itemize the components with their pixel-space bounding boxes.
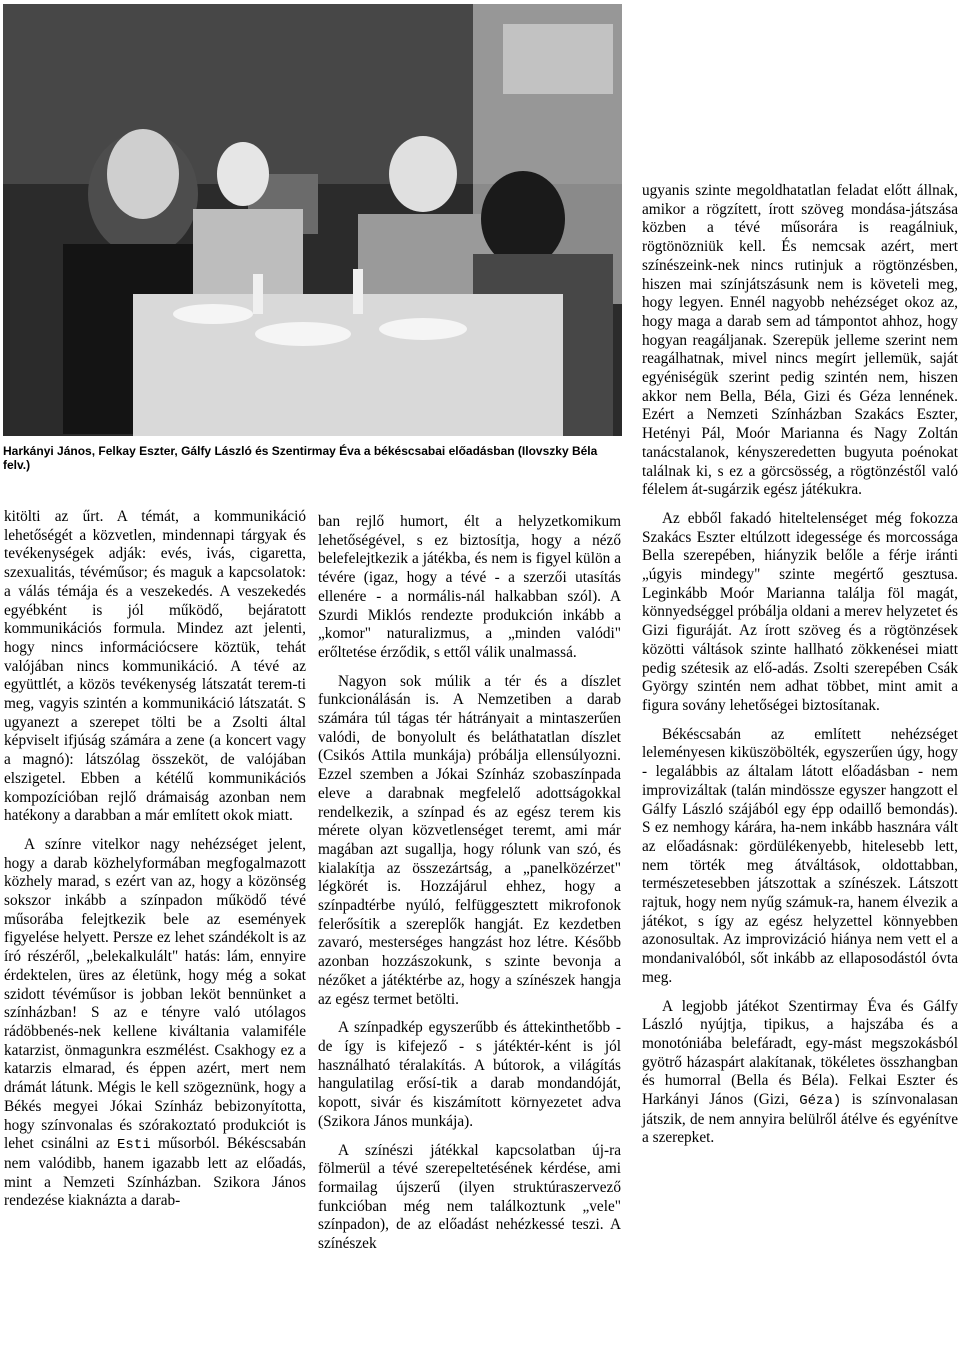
- paragraph-text: is színvonalasan játszik, de nem annyira belülről átélve és egyénítve a szerepket.: [642, 1091, 958, 1147]
- article-column-3: [642, 182, 958, 1148]
- paragraph: Nagyon sok múlik a tér és a díszlet funkcionálásán is. A Nemzetiben a darab számára túl tágas tér hátrányait a mintaszerűen valódi, de bonyolult és beláthatatlan díszlet (Csikós Attila munkája) próbálja ellensúlyozni. Ezzel szemben a Jókai Színház szobaszínpada eleve a darabnak megfelelő adottságokkal rendelkezik, a színpad és az egész terem kis mérete olyan közvetlenséget teremt, ami már magában azt sugallja, hogy rólunk van szó, és kialakítja az összezártság, a „panelközérzet" légkörét is. Hozzájárul ehhez, hogy a színpadtérbe nyúló, felfüggesztett mikrofonok felerősítik a szereplők hangját. Ez kezdetben zavaró, mesterséges hangzást hoz létre. Később azonban hozzászokunk, s szinte bevonja a nézőket a játéktérbe az, hogy a színészek hangja az egész termet betölti.: [318, 672, 621, 1008]
- paragraph-text: A színre vitelkor nagy nehézséget jelent, hogy a darab közhelyformában megfogalmazott közhely marad, s ezért van az, hogy a közönség sokszor inkább a színpadon működő tévé műsorába felejtkezik bele az események figyelése helyett. Persze ez lehet szándékolt is az író részéről, „belekalkulált" hatás: lám, ennyire érdektelen, üres az életünk, hogy még a sokat szidott tévéműsor is jobban leköt bennünket a színházban! S az e tényre való utólagos rádöbbenés-nek kellene kiváltania valamiféle katarzist, önmagunkra eszmélést. Csakhogy ez a katarzis elmarad, és éppen azért, mert nem drámát látunk. Mégis le kell szögeznünk, hogy a Békés megyei Jókai Színház bebizonyította, hogy színvonalas és szórakoztató produkciót is lehet csinálni az: [4, 835, 306, 1153]
- photo-caption: Harkányi János, Felkay Eszter, Gálfy László és Szentirmay Éva a békéscsabai előadásban (Ilovszky Béla felv.): [3, 444, 598, 472]
- paragraph: ban rejlő humort, élt a helyzetkomikum lehetőségével, s ez biztosítja, hogy a néző belefelejtkezik a játékba, és nem is figyel külön a tévére (igaz, hogy a tévé - a szerzői utasítás ellenére - a normális-nál halkabban szól). A Szurdi Miklós rendezte produkción inkább a „komor" naturalizmus, a „minden valódi" erőltetése érződik, s ettől válik unalmassá.: [318, 513, 621, 661]
- name-geza: Géza): [799, 1093, 842, 1110]
- paragraph: kitölti az űrt. A témát, a kommunikáció lehetőségét a közvetlen, mindennapi tárgyak és tevékenységek adják: evés, ivás, cigaretta, szexualitás, tévéműsor; és maguk a kapcsolatok: a válás témája és a veszekedés. A veszekedés egyébként is jól működő, bejáratott kommunikációs formula. Mindez azt jelenti, hogy nincs információcsere köztük, tehát valójában nincs kommunikáció. A tévé az együttlét, a közös tevékenység látszatát terem-ti meg, vagyis szintén a kommunikáció látszatát. S ugyanezt a szerepet tölti be a Zsolti által képviselt ifjúság számára a zene (a koncert vagy a magnó): látszólag összeköt, de valójában elszigetel. Ebben a kétélű kommunikációs kompozícióban rejlő drámaiság azonban nem hatékony a darabban a már említett okok miatt.: [4, 508, 306, 825]
- paragraph-text: A legjobb játékot Szentirmay Éva és Gálfy László nyújtja, tipikus, a hajszába és a monotóniába belefáradt, egy-mást megszokásból gyötrő házaspárt alakítanak, tökéletes összhangban és humorral (Bella és Béla). Felkai Eszter és Harkányi János (Gizi,: [642, 997, 958, 1109]
- paragraph: [4, 836, 306, 1211]
- paragraph: A színészi játékkal kapcsolatban új-ra fölmerül a tévé szerepeltetésének kérdése, ami formailag újszerű (ilyen struktúraszervező funkcióban még nem találkoztunk „vele" színpadon), de az előadást nehézkessé teszi. A színészek: [318, 1141, 621, 1253]
- paragraph: A színpadkép egyszerűbb és áttekinthetőbb - de így is kifejező - s játéktér-ként is jól használható téralakítás. A bútorok, a világítás hangulatilag erősí-tik a darab mondandóját, kopott, sivár és kiszámított környezetet adva (Szikora János munkája).: [318, 1019, 621, 1130]
- paragraph-text: műsorból. Békéscsabán nem valódibb, hanem igazabb lett az előadás, mint a Nemzeti Színházban. Szikora János rendezése kiaknázta a darab-: [4, 1135, 307, 1210]
- stage-photo-illustration: [3, 4, 622, 436]
- paragraph: ugyanis szinte megoldhatatlan feladat előtt állnak, amikor a rögzített, írott szöveg mondása-játszása közben a tévé műsorára is reagálniuk, rögtönözniük kell. És nemcsak azért, mert színészeink-nek nincs rutinjuk a rögtönzésben, hiszen mai színjátszásunk nem is követeli meg, hogy legyen. Ennél nagyobb nehézséget okoz az, hogy maga a darab sem ad támpontot ahhoz, hogy hogyan reagáljanak. Szerepük jelleme szerint nem reagálhatnak, mivel nincs megírt jellemük, saját egyéniségük szerint pedig szintén nem, hiszen akkor nem Bella, Béla, Gizi és Géza lennének. Ezért a Nemzeti Színházban Szakács Eszter, Hetényi Pál, Moór Marianna és Nagy Zoltán tanácstalanok, kényszeredetten bugyuta poénokat találnak ki, s ez a görcsösség, a rögtönzéstől való félelem át-sugárzik egész játékukra.: [642, 182, 958, 499]
- paragraph: Az ebből fakadó hiteltelenséget még fokozza Szakács Eszter eltúlzott idegessége és morcossága Bella szerepében, hiányzik belőle a férje iránti „úgyis mindegy" szinte megértő gesztusa. Leginkább Moór Marianna találja föl magát, könnyedséggel próbálja oldani a merev helyzetet és Gizi figuráját. Az írott szöveg és a rögtönzések közötti váltások szinte hallható zökkenései miatt pedig szétesik az elő-adás. Zsolti szerepében Csák György szintén nem adhat többet, mint amit a figura sovány lehetőségei biztosítanak.: [642, 509, 959, 714]
- title-esti: Esti: [117, 1137, 151, 1154]
- article-column-1: [4, 508, 306, 1211]
- stage-photo: [3, 4, 622, 436]
- article-column-2: [318, 513, 621, 1254]
- paragraph: Békéscsabán az említett nehézséget leleményesen kiküszöbölték, egyszerűen úgy, hogy - legalábbis az általam látott előadásban - nem improvizáltak (talán mindössze egyszer hangzott el Gálfy László szájából egy épp odaillő bemondás). S ez nemhogy kárára, ha-nem inkább hasznára vált az előadásnak: gördülékenyebb, hitelesebb lett, nem törték meg átváltások, oldottabban, természetesebben játszottak a színészek. Látszott rajtuk, hogy nem nyűg számuk-ra, hanem élvezik a játékot, s így az egész helyzettel könnyebben azonosultak. Az improvizáció hiánya nem vett el a mondanivalóból, sőt inkább az ellaposodástól óvta meg.: [642, 725, 958, 986]
- paragraph: [642, 998, 958, 1149]
